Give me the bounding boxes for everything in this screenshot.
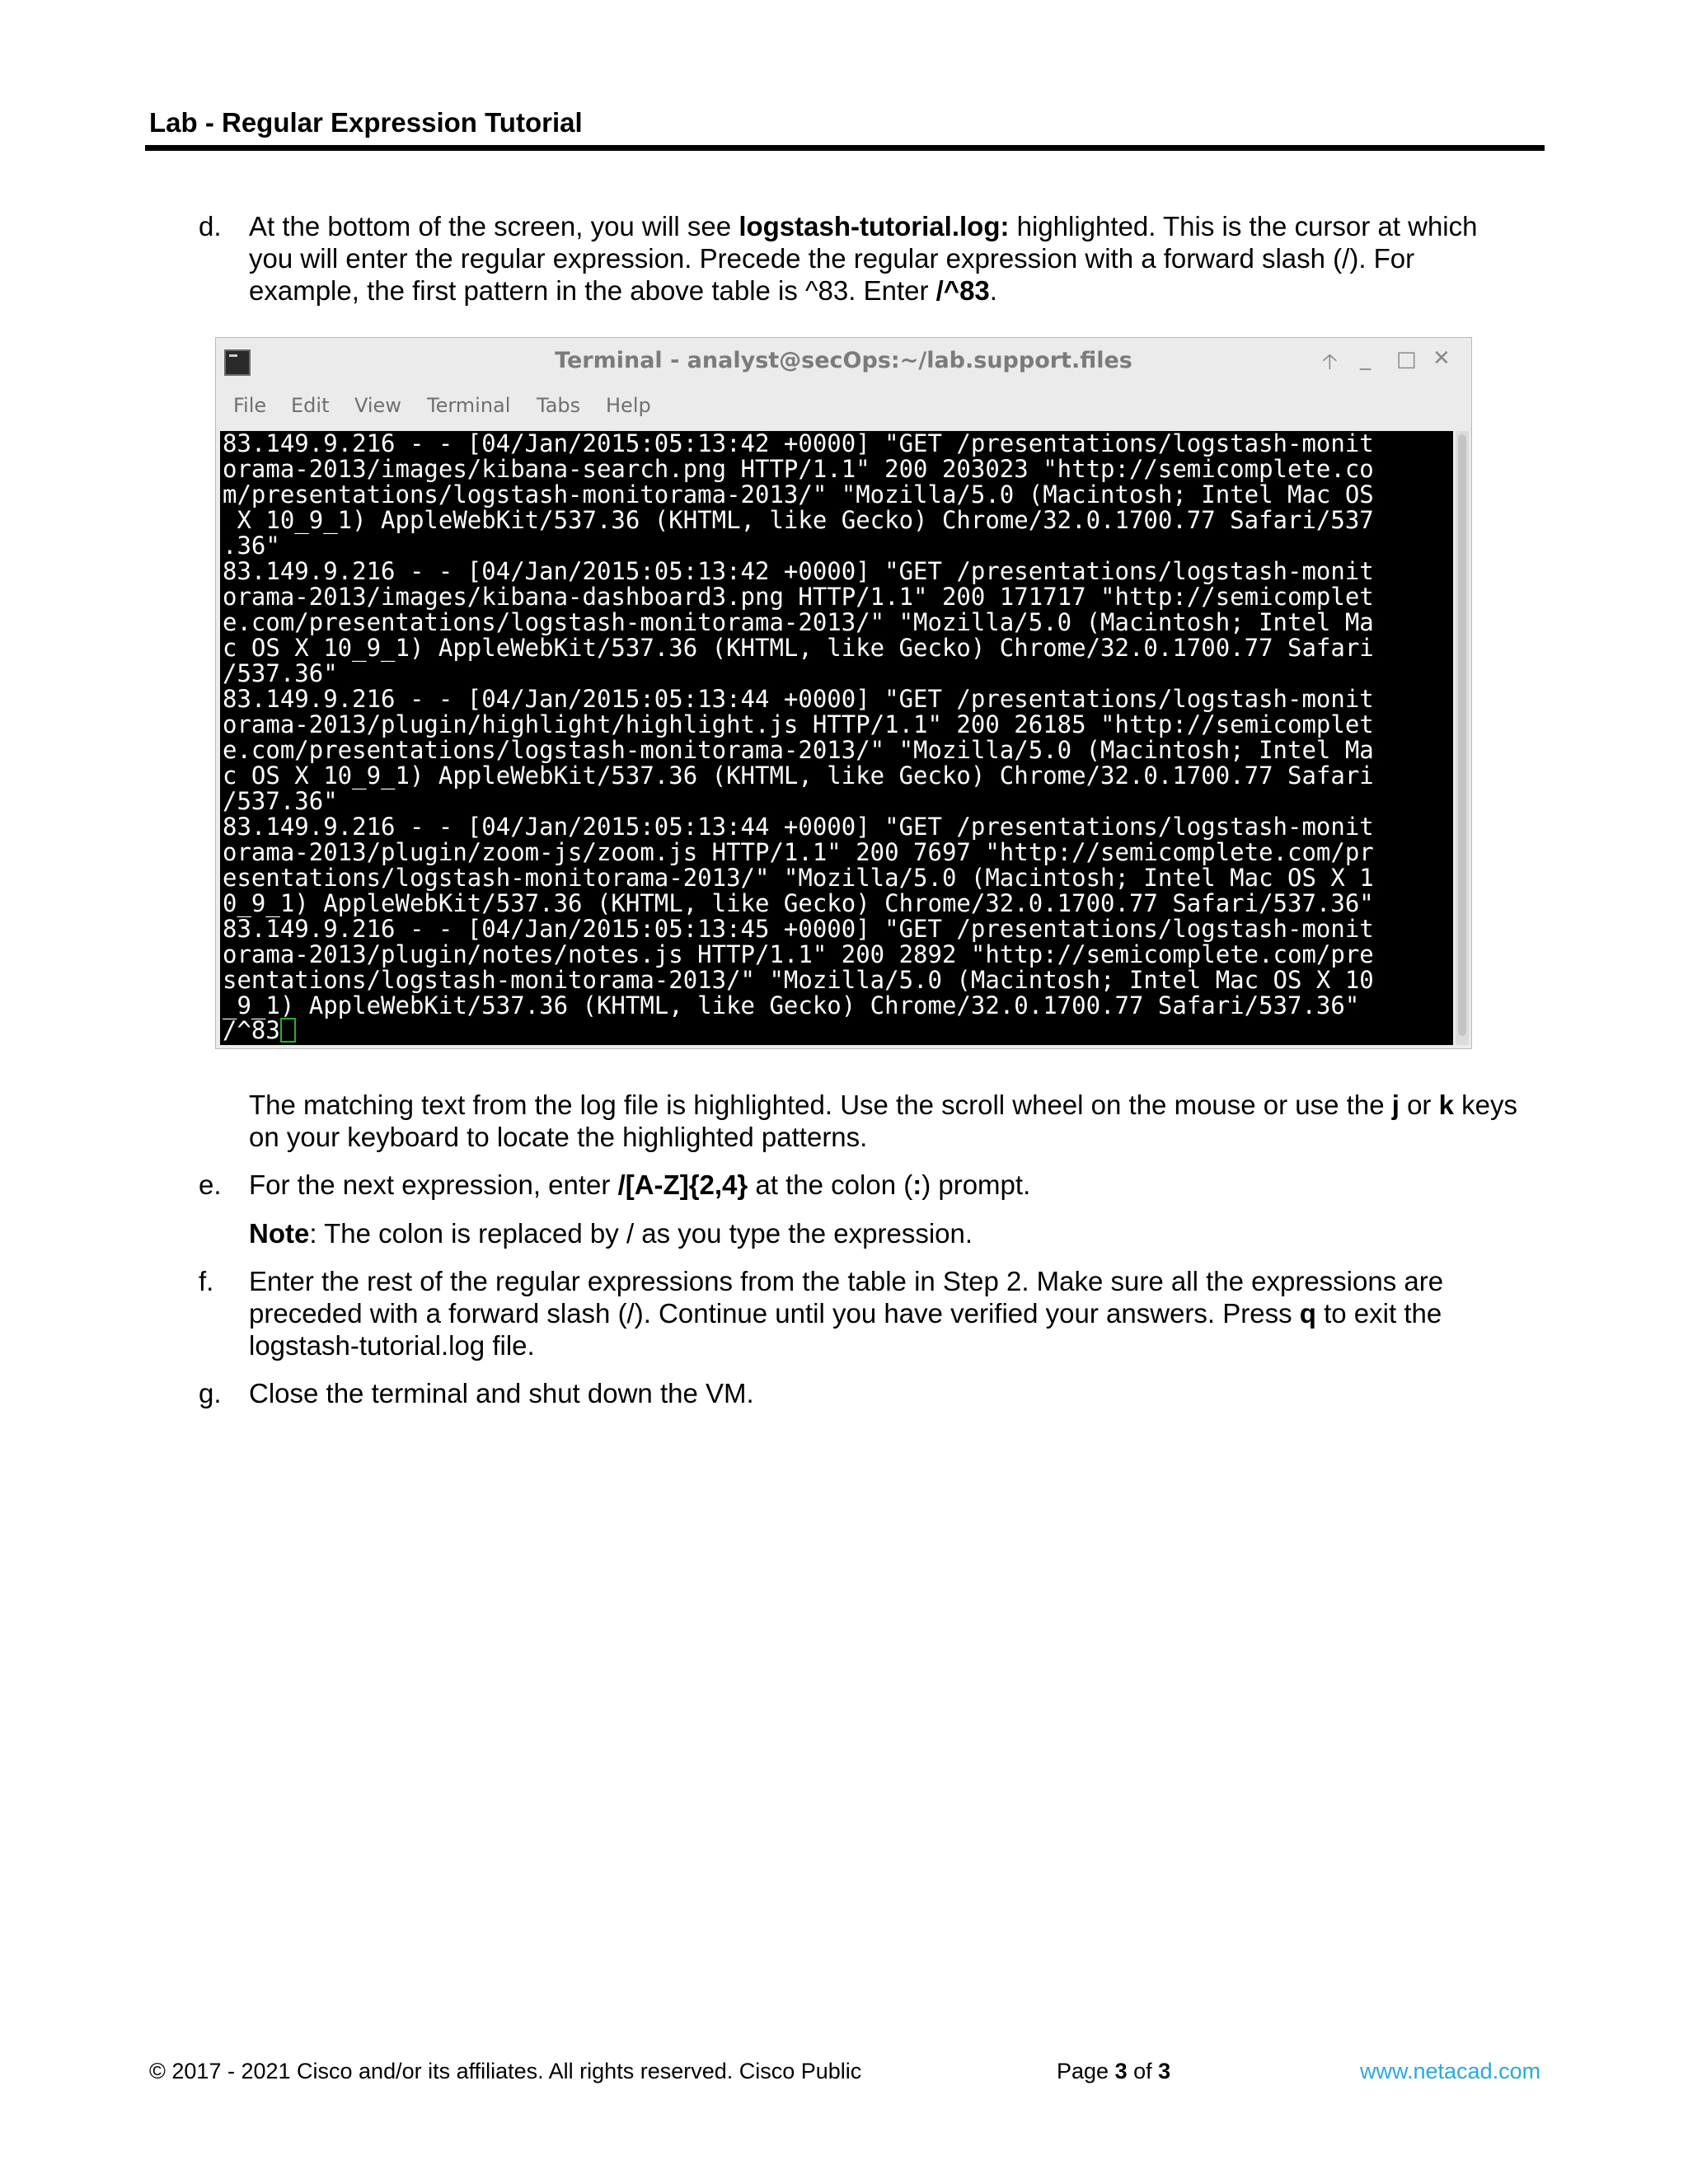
menu-tabs[interactable]: Tabs bbox=[537, 394, 581, 417]
terminal-line: X 10_9_1) AppleWebKit/537.36 (KHTML, like Gecko) Chrome/32.0.1700.77 Safari/537 bbox=[223, 506, 1374, 534]
step-d-letter: d. bbox=[199, 211, 222, 241]
key-j: j bbox=[1391, 1090, 1400, 1120]
menu-file[interactable]: File bbox=[233, 394, 267, 417]
footer-page-number: Page 3 of 3 bbox=[1057, 2059, 1171, 2083]
terminal-title: Terminal - analyst@secOps:~/lab.support.files bbox=[555, 348, 1132, 373]
step-g-letter: g. bbox=[199, 1378, 222, 1408]
step-e-text: For the next expression, enter /[A-Z]{2,4} at the colon (:) prompt. bbox=[249, 1169, 1031, 1200]
logfile-name: logstash-tutorial.log: bbox=[738, 211, 1010, 241]
terminal-cursor bbox=[280, 1018, 296, 1043]
terminal-line: c OS X 10_9_1) AppleWebKit/537.36 (KHTML, like Gecko) Chrome/32.0.1700.77 Safari bbox=[223, 634, 1374, 662]
step-f-line-2: preceded with a forward slash (/). Continue until you have verified your answers. Press q to exit the bbox=[249, 1298, 1442, 1329]
terminal-line: c OS X 10_9_1) AppleWebKit/537.36 (KHTML, like Gecko) Chrome/32.0.1700.77 Safari bbox=[223, 762, 1374, 790]
note-paragraph bbox=[249, 1217, 1551, 1249]
step-f-letter: f. bbox=[199, 1266, 214, 1296]
terminal-line: m/presentations/logstash-monitorama-2013/" "Mozilla/5.0 (Macintosh; Intel Mac OS bbox=[223, 480, 1374, 509]
step-f-line-3: logstash-tutorial.log file. bbox=[249, 1330, 535, 1361]
terminal-line: 83.149.9.216 - - [04/Jan/2015:05:13:42 +0000] "GET /presentations/logstash-monit bbox=[223, 557, 1374, 585]
terminal-line: /537.36" bbox=[223, 659, 338, 687]
key-q: q bbox=[1299, 1298, 1316, 1329]
step-g-text: Close the terminal and shut down the VM. bbox=[249, 1378, 754, 1408]
minimize-icon[interactable]: _ bbox=[1360, 346, 1371, 371]
terminal-line: orama-2013/images/kibana-search.png HTTP/1.1" 200 203023 "http://semicomplete.co bbox=[223, 455, 1374, 483]
terminal-line: /537.36" bbox=[223, 787, 338, 815]
footer-link[interactable]: www.netacad.com bbox=[1360, 2059, 1541, 2083]
maximize-icon[interactable]: □ bbox=[1396, 347, 1417, 372]
terminal-line: 83.149.9.216 - - [04/Jan/2015:05:13:42 +0000] "GET /presentations/logstash-monit bbox=[223, 431, 1374, 457]
terminal-line: orama-2013/plugin/highlight/highlight.js HTTP/1.1" 200 26185 "http://semicomplet bbox=[223, 710, 1374, 738]
step-d-line-3: example, the first pattern in the above table is ^83. Enter /^83. bbox=[249, 275, 997, 306]
regex-example: /^83 bbox=[935, 275, 990, 306]
note-label: Note bbox=[249, 1218, 310, 1249]
terminal-line: .36" bbox=[223, 532, 280, 560]
matching-line-2: on your keyboard to locate the highlighted patterns. bbox=[249, 1122, 868, 1152]
pin-icon[interactable]: 🡡 bbox=[1322, 349, 1338, 374]
matching-line-1: The matching text from the log file is highlighted. Use the scroll wheel on the mouse or use the j or k keys bbox=[249, 1090, 1517, 1120]
footer-copyright: © 2017 - 2021 Cisco and/or its affiliates. All rights reserved. Cisco Public bbox=[149, 2059, 862, 2083]
matching-text-paragraph bbox=[249, 1089, 1551, 1153]
key-k: k bbox=[1438, 1090, 1454, 1120]
step-d-line-2: you will enter the regular expression. Precede the regular expression with a forward slash (/). For bbox=[249, 243, 1415, 274]
step-e-letter: e. bbox=[199, 1169, 222, 1200]
terminal-window bbox=[215, 337, 1472, 1049]
terminal-prompt-line[interactable] bbox=[223, 1018, 296, 1043]
terminal-line: orama-2013/plugin/zoom-js/zoom.js HTTP/1.1" 200 7697 "http://semicomplete.com/pr bbox=[223, 838, 1374, 866]
terminal-menubar bbox=[216, 387, 1471, 420]
scrollbar-thumb[interactable] bbox=[1458, 434, 1466, 1036]
terminal-line: 0_9_1) AppleWebKit/537.36 (KHTML, like Gecko) Chrome/32.0.1700.77 Safari/537.36" bbox=[223, 889, 1374, 917]
terminal-line: 83.149.9.216 - - [04/Jan/2015:05:13:44 +0000] "GET /presentations/logstash-monit bbox=[223, 813, 1374, 841]
terminal-scrollbar[interactable] bbox=[1456, 431, 1469, 1045]
terminal-titlebar bbox=[216, 338, 1471, 384]
search-prompt: /^83 bbox=[223, 1016, 280, 1044]
terminal-line: orama-2013/plugin/notes/notes.js HTTP/1.1" 200 2892 "http://semicomplete.com/pre bbox=[223, 940, 1374, 968]
terminal-line: _9_1) AppleWebKit/537.36 (KHTML, like Gecko) Chrome/32.0.1700.77 Safari/537.36" bbox=[223, 991, 1360, 1019]
close-icon[interactable]: ✕ bbox=[1432, 346, 1451, 371]
menu-view[interactable]: View bbox=[354, 394, 401, 417]
terminal-line: esentations/logstash-monitorama-2013/" "Mozilla/5.0 (Macintosh; Intel Mac OS X 1 bbox=[223, 864, 1374, 892]
step-d-text bbox=[249, 210, 1555, 307]
menu-edit[interactable]: Edit bbox=[291, 394, 330, 417]
header-rule bbox=[145, 145, 1545, 151]
terminal-line: e.com/presentations/logstash-monitorama-2013/" "Mozilla/5.0 (Macintosh; Intel Ma bbox=[223, 608, 1374, 636]
terminal-screen[interactable] bbox=[220, 431, 1453, 1045]
terminal-line: e.com/presentations/logstash-monitorama-2013/" "Mozilla/5.0 (Macintosh; Intel Ma bbox=[223, 736, 1374, 764]
step-f-text bbox=[249, 1265, 1555, 1361]
page-header-title: Lab - Regular Expression Tutorial bbox=[149, 107, 583, 138]
step-f-line-1: Enter the rest of the regular expressions from the table in Step 2. Make sure all the expressions are bbox=[249, 1266, 1444, 1296]
note-text: : The colon is replaced by / as you type the expression. bbox=[309, 1218, 973, 1249]
colon-char: : bbox=[912, 1169, 922, 1200]
terminal-line: sentations/logstash-monitorama-2013/" "Mozilla/5.0 (Macintosh; Intel Mac OS X 10 bbox=[223, 966, 1374, 994]
terminal-line: orama-2013/images/kibana-dashboard3.png HTTP/1.1" 200 171717 "http://semicomplet bbox=[223, 583, 1374, 611]
step-d-line-1: At the bottom of the screen, you will see logstash-tutorial.log: highlighted. This is the cursor at which bbox=[249, 211, 1478, 241]
menu-terminal[interactable]: Terminal bbox=[427, 394, 511, 417]
terminal-line: 83.149.9.216 - - [04/Jan/2015:05:13:45 +0000] "GET /presentations/logstash-monit bbox=[223, 915, 1374, 943]
terminal-line: 83.149.9.216 - - [04/Jan/2015:05:13:44 +0000] "GET /presentations/logstash-monit bbox=[223, 685, 1374, 713]
menu-help[interactable]: Help bbox=[606, 394, 651, 417]
regex-a-z: /[A-Z]{2,4} bbox=[617, 1169, 748, 1200]
